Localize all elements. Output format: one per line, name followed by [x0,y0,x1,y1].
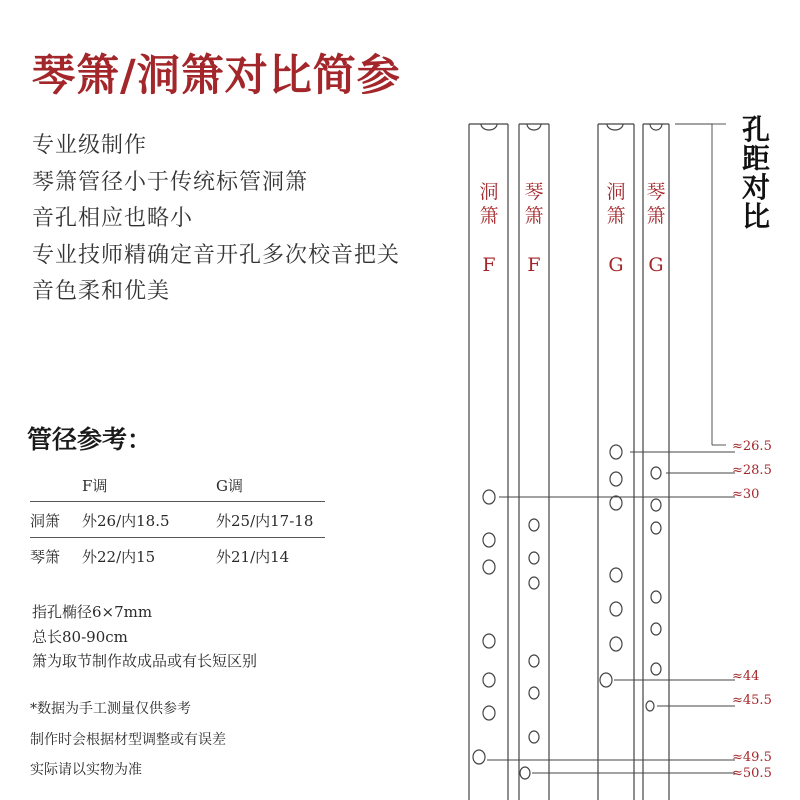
cell-g: 外21/内14 [216,548,290,566]
blow-notch [607,124,623,130]
flute-name-label: 琴箫 [524,181,544,227]
finger-hole [610,472,622,486]
finger-hole [651,663,661,675]
flute-key-label: G [608,254,624,276]
page-title: 琴箫/洞箫对比简参 [32,51,401,101]
finger-hole [529,655,539,667]
note-item: 实际请以实物为准 [30,762,142,778]
spec-item: 箫为取节制作故成品或有长短区别 [32,652,258,670]
finger-hole [483,490,495,504]
note-item: *数据为手工测量仅供参考 [30,701,191,717]
flute-name-label: 洞箫 [479,181,499,227]
feature-item: 音孔相应也略小 [32,206,194,231]
finger-hole [520,767,530,779]
measurement-label: ≈26.5 [732,439,772,454]
flute-name-label: 洞箫 [606,181,626,227]
finger-hole [610,637,622,651]
row-label: 琴箫 [30,548,61,566]
measurement-label: ≈28.5 [732,463,772,478]
cell-g: 外25/内17-18 [216,512,314,530]
finger-hole [651,499,661,511]
blow-notch [527,124,541,130]
flute-key-label: F [482,254,496,276]
measurement-label: ≈49.5 [732,750,772,765]
finger-hole [600,673,612,687]
hole-spacing-title: 孔距对比 [741,113,770,233]
spacing-bracket [675,124,712,445]
note-item: 制作时会根据材型调整或有误差 [30,731,226,748]
finger-hole [483,634,495,648]
flute-key-label: F [527,254,541,276]
finger-hole [483,706,495,720]
cell-f: 外26/内18.5 [82,512,170,530]
finger-hole [529,552,539,564]
spec-item: 总长80-90cm [32,627,128,646]
measurement-label: ≈45.5 [732,693,772,708]
finger-hole [651,591,661,603]
finger-hole [646,701,654,711]
feature-item: 琴箫管径小于传统标管洞箫 [32,169,309,195]
blow-notch [650,124,662,130]
finger-hole [610,445,622,459]
flute-key-label: G [648,254,664,276]
measurement-label: ≈50.5 [732,766,772,781]
finger-hole [529,577,539,589]
spec-item: 指孔椭径6×7mm [32,603,153,621]
feature-item: 音色柔和优美 [32,279,171,304]
finger-hole [529,687,539,699]
finger-hole [483,533,495,547]
finger-hole [610,568,622,582]
header-f-key: F调 [82,477,108,495]
finger-hole [651,467,661,479]
finger-hole [610,602,622,616]
row-label: 洞箫 [30,512,61,530]
flute-name-label: 琴箫 [646,181,666,227]
blow-notch [481,124,497,130]
finger-hole [651,623,661,635]
diameter-reference-title: 管径参考： [27,425,153,454]
measurement-label: ≈44 [732,669,760,684]
finger-hole [483,673,495,687]
finger-hole [473,750,485,764]
feature-item: 专业技师精确定音开孔多次校音把关 [32,242,401,268]
finger-hole [529,731,539,743]
finger-hole [610,496,622,510]
measurement-label: ≈30 [732,487,760,502]
finger-hole [651,522,661,534]
finger-hole [483,560,495,574]
finger-hole [529,519,539,531]
header-g-key: G调 [216,477,243,495]
feature-item: 专业级制作 [32,133,148,158]
cell-f: 外22/内15 [82,548,156,566]
